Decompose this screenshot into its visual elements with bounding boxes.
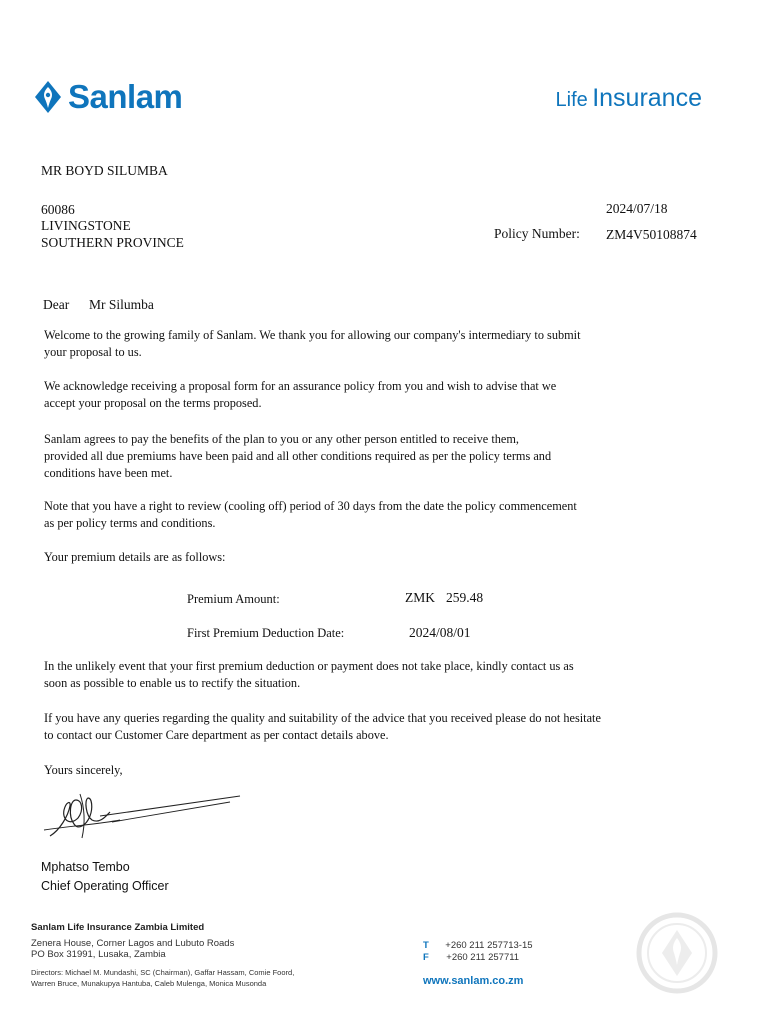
recipient-address-line-3: SOUTHERN PROVINCE	[41, 235, 184, 250]
signatory-title: Chief Operating Officer	[41, 879, 169, 893]
recipient-address-line-2: LIVINGSTONE	[41, 218, 131, 233]
text-line: provided all due premiums have been paid and all other conditions required as per the policy terms and	[44, 449, 552, 463]
text-line: conditions have been met.	[44, 466, 173, 480]
product-title-life: Life	[555, 89, 588, 111]
paragraph-acknowledge	[44, 378, 644, 412]
paragraph-contact-failure	[44, 658, 644, 692]
paragraph-welcome	[44, 327, 644, 361]
footer-fax	[423, 947, 519, 965]
text-line: If you have any queries regarding the quality and suitability of the advice that you received please do not hesitate	[44, 711, 601, 725]
sanlam-watermark-icon	[634, 910, 720, 1001]
text-line: We acknowledge receiving a proposal form for an assurance policy from you and wish to advise that we	[44, 379, 557, 393]
signature-icon	[40, 786, 250, 855]
paragraph-queries	[44, 710, 684, 744]
premium-amount-label: Premium Amount:	[187, 592, 280, 606]
footer-website-link[interactable]: www.sanlam.co.zm	[423, 975, 524, 987]
text-line: your proposal to us.	[44, 345, 142, 359]
sanlam-shield-icon	[34, 80, 62, 114]
brand-name: Sanlam	[68, 78, 183, 115]
deduction-date-value: 2024/08/01	[409, 625, 471, 640]
letter-date: 2024/07/18	[606, 201, 668, 216]
telephone-key: T	[423, 940, 429, 951]
signatory-name: Mphatso Tembo	[41, 860, 130, 874]
policy-number: ZM4V50108874	[606, 227, 697, 242]
premium-amount-value: 259.48	[446, 590, 484, 605]
salutation: Dear	[43, 297, 70, 312]
text-line: In the unlikely event that your first premium deduction or payment does not take place, kindly contact us as	[44, 659, 574, 673]
footer-address-line-1: Zenera House, Corner Lagos and Lubuto Roads	[31, 938, 235, 949]
text-line: as per policy terms and conditions.	[44, 516, 216, 530]
deduction-date-label: First Premium Deduction Date:	[187, 626, 345, 640]
closing: Yours sincerely,	[44, 763, 123, 777]
paragraph-cooling-off	[44, 498, 644, 532]
text-line: Welcome to the growing family of Sanlam. We thank you for allowing our company's intermediary to submit	[44, 328, 581, 342]
footer-address-line-2: PO Box 31991, Lusaka, Zambia	[31, 949, 166, 960]
paragraph-premium-intro: Your premium details are as follows:	[44, 550, 226, 564]
text-line: accept your proposal on the terms proposed.	[44, 396, 262, 410]
recipient-name: MR BOYD SILUMBA	[41, 163, 168, 178]
telephone-number: +260 211 257713-15	[445, 940, 533, 951]
product-title	[556, 84, 703, 113]
policy-number-label: Policy Number:	[494, 226, 580, 241]
text-line: soon as possible to enable us to rectify the situation.	[44, 676, 301, 690]
recipient-address-line-1: 60086	[41, 202, 75, 217]
text-line: Note that you have a right to review (cooling off) period of 30 days from the date the policy commencement	[44, 499, 577, 513]
product-title-insurance: Insurance	[592, 84, 702, 112]
text-line: Sanlam agrees to pay the benefits of the plan to you or any other person entitled to receive them,	[44, 432, 519, 446]
fax-key: F	[423, 952, 429, 963]
premium-currency: ZMK	[405, 590, 435, 605]
footer-directors-line-2: Warren Bruce, Munakupya Hantuba, Caleb Mulenga, Monica Musonda	[31, 979, 267, 988]
sanlam-logo	[34, 78, 182, 116]
text-line: to contact our Customer Care department as per contact details above.	[44, 728, 389, 742]
footer-directors-line-1: Directors: Michael M. Mundashi, SC (Chairman), Gaffar Hassam, Comie Foord,	[31, 968, 295, 977]
fax-number: +260 211 257711	[446, 952, 520, 963]
salutation-name: Mr Silumba	[89, 297, 154, 312]
footer-company-name: Sanlam Life Insurance Zambia Limited	[31, 922, 205, 933]
paragraph-benefits	[44, 431, 644, 482]
